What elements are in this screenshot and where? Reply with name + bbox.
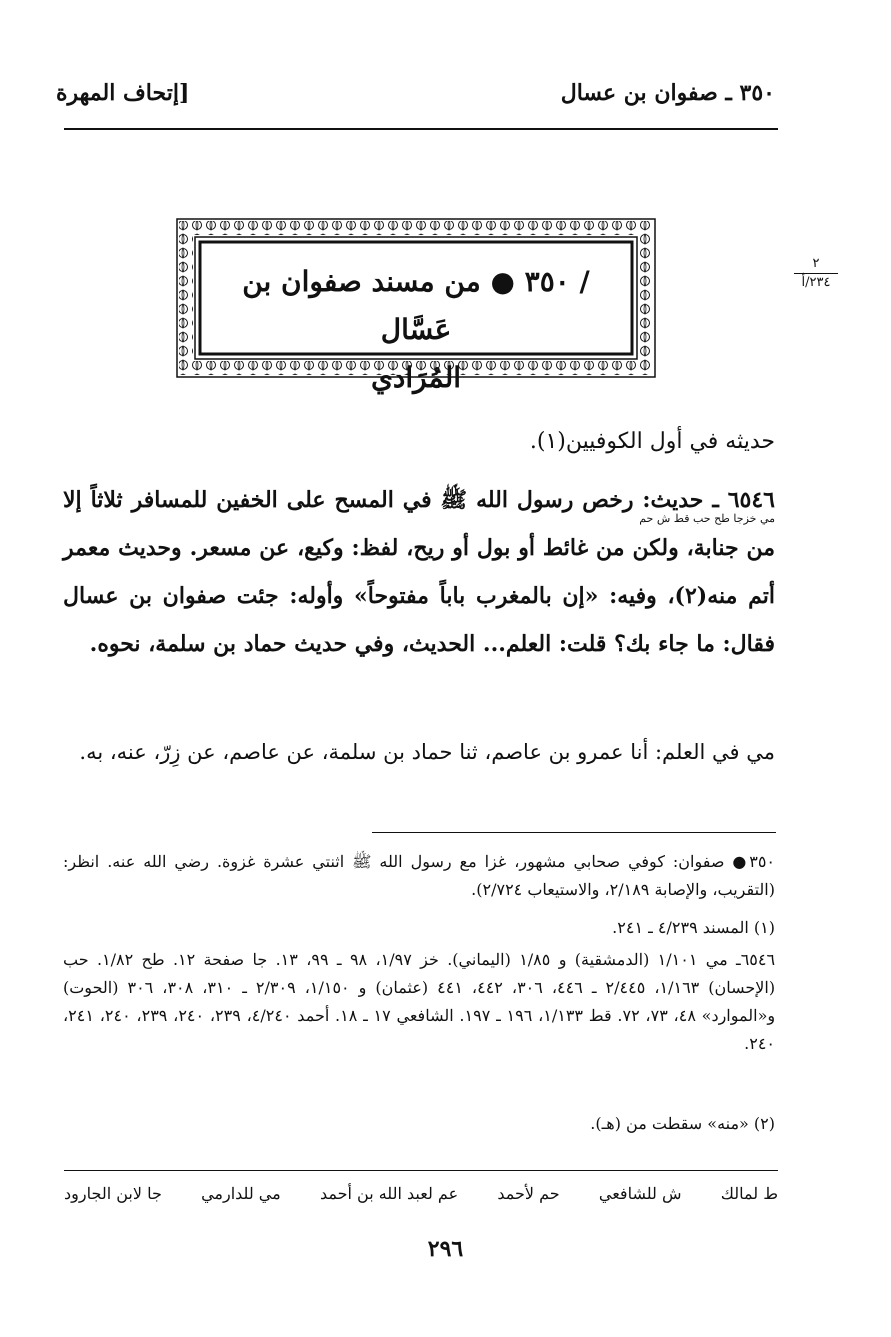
abbr-ahmad: حم لأحمد: [497, 1184, 560, 1203]
footnote-2: (٢) «منه» سقطت من (هـ).: [590, 1114, 775, 1133]
abbreviations-key: [64, 1184, 778, 1203]
abbr-darimi: مي للدارمي: [201, 1184, 281, 1203]
abbr-shafii: ش للشافعي: [598, 1184, 682, 1203]
footnote-6546: ٦٥٤٦ـ مي ١/١٠١ (الدمشقية) و ١/٨٥ (اليماني). خز ١/٩٧، ٩٨ ـ ٩٩، ١٣. جا صفحة ١٢. طح ١/٨٢. حب (الإحسان) ١/١٦٣، ٢/٤٤٥ ـ ٤٤٦، ٣٠٦، ٤٤٢، ٤٤١ (عثمان) و ١/١٥٠، ٢/٣٠٩ ـ ٣١٠، ٣٠٨، ٣٠٦ (الحوت) و«الموارد» ٤٨، ٧٣، ٧٢. قط ١/١٣٣، ١٩٦ ـ ١٩٧. الشافعي ١٧ ـ ١٨. أحمد ٤/٢٤٠، ٢٣٩، ٢٤٠، ٢٣٩، ٢٤٠، ٢٤١، ٢٤٠.: [63, 950, 776, 1053]
footnote-1: (١) المسند ٤/٢٣٩ ـ ٢٤١.: [612, 918, 775, 937]
margin-reference: [790, 256, 842, 291]
page-number: ٢٩٦: [427, 1236, 464, 1262]
title-frame: [176, 218, 656, 394]
intro-paragraph: حديثه في أول الكوفيين(١).: [529, 429, 775, 454]
margin-reference-bottom: ٢٣٤/أ: [801, 275, 831, 290]
abbr-abdullah: عم لعبد الله بن أحمد: [319, 1184, 459, 1203]
abbr-malik: ط لمالك: [720, 1184, 778, 1203]
abbreviations-rule: [64, 1170, 778, 1171]
abbr-ibn-jarud: جا لابن الجارود: [64, 1184, 162, 1203]
footnote-rule: [372, 832, 776, 833]
running-header-left: [إتحاف المهرة: [56, 80, 190, 106]
header-rule: [64, 128, 778, 130]
hadith-text: ٦٥٤٦ ـ حديث: رخص رسول الله ﷺ في المسح على الخفين للمسافر ثلاثاً إلا من جنابة، ولكن من غائط أو بول أو ريح، لفظ: وكيع، عن مسعر. وحديث معمر أتم منه(٢)، وفيه: «إن بالمغرب باباً مفتوحاً» وأوله: جئت صفوان بن عسال فقال: ما جاء بك؟ قلت: العلم... الحديث، وفي حديث حماد بن سلمة، نحوه.: [63, 487, 775, 657]
title-line-1: / ٣٥٠ ● من مسند صفوان بن عَسَّال: [242, 265, 590, 346]
footnote-350: ٣٥٠● صفوان: كوفي صحابي مشهور، غزا مع رسول الله ﷺ اثنتي عشرة غزوة. رضي الله عنه. انظر: (التقريب، والإصابة ٢/١٨٩، والاستيعاب ٢/٧٢٤).: [63, 852, 775, 899]
isnad-paragraph: مي في العلم: أنا عمرو بن عاصم، ثنا حماد بن سلمة، عن عاصم، عن زِرّ، عنه، به.: [79, 740, 775, 764]
musnad-title: [206, 258, 626, 402]
hadith-paragraph: [63, 476, 775, 668]
source-sigla: مي خزجا طح حب قط ش حم: [639, 512, 775, 525]
margin-reference-divider: [794, 273, 838, 274]
title-line-2: المُرَادي: [370, 361, 462, 394]
running-header-right: ٣٥٠ ـ صفوان بن عسال: [560, 80, 775, 106]
margin-reference-top: ٢: [812, 256, 820, 271]
